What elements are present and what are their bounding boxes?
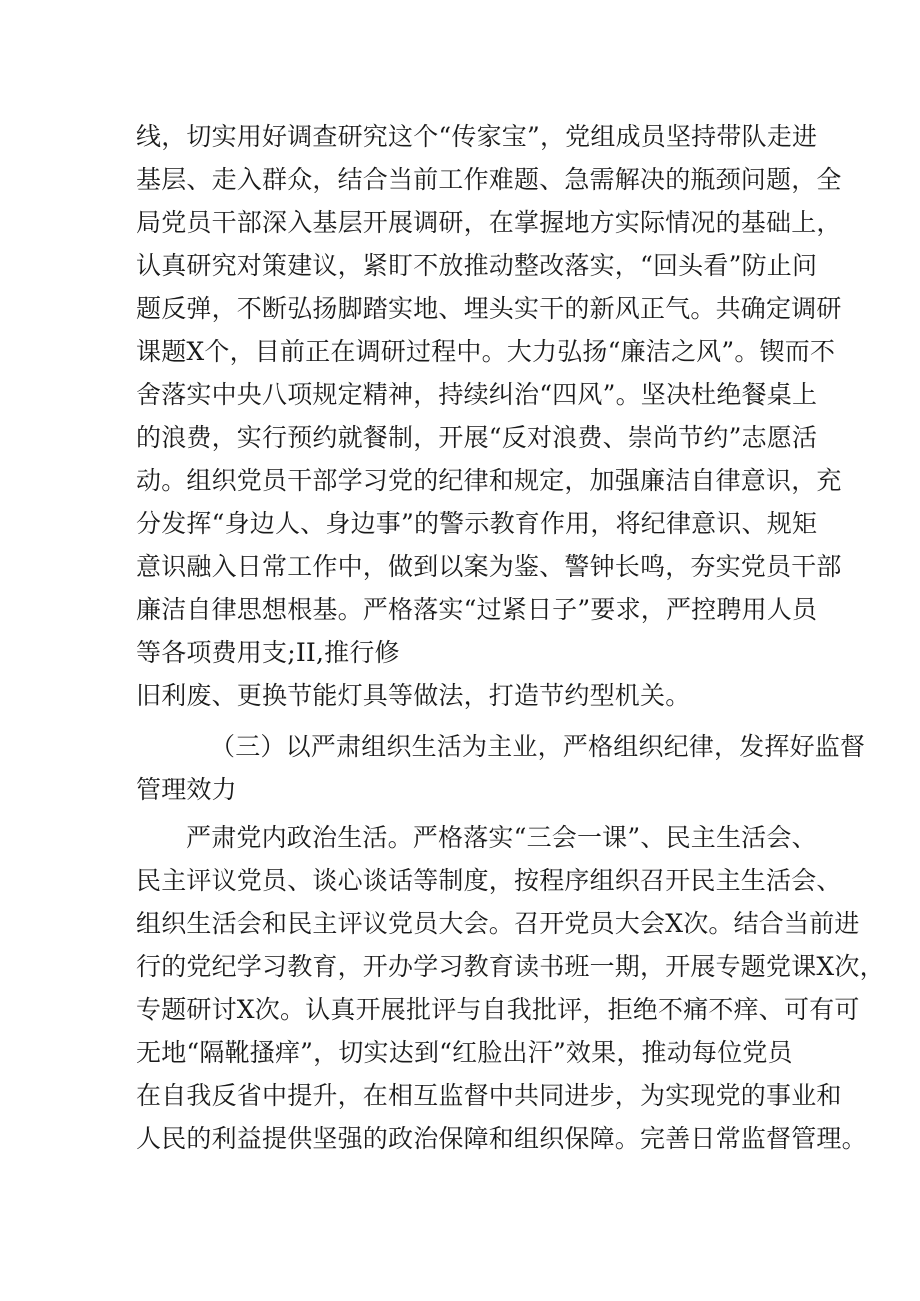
text-line: 舍落实中央八项规定精神，持续纠治“四风”。坚决杜绝餐桌上 [136, 380, 818, 409]
text-line: 线，切实用好调查研究这个“传家宝”，党组成员坚持带队走进 [136, 122, 818, 151]
text-line: 认真研究对策建议，紧盯不放推动整改落实，“回头看”防止问 [136, 251, 818, 280]
text-line: 课题X个，目前正在调研过程中。大力弘扬“廉洁之风”。锲而不 [136, 337, 836, 366]
text-line: 等各项费用支;II,推行修 [136, 638, 400, 667]
section-heading-cont: 管理效力 [136, 775, 237, 804]
text-line: 的浪费，实行预约就餐制，开展“反对浪费、崇尚节约”志愿活 [136, 423, 818, 452]
text-line: 无地“隔靴搔痒”，切实达到“红脸出汗”效果，推动每位党员 [136, 1038, 793, 1067]
text-line: 严肃党内政治生活。严格落实“三会一课”、民主生活会、 [186, 823, 817, 852]
text-line: 组织生活会和民主评议党员大会。召开党员大会X次。结合当前进 [136, 909, 860, 938]
text-line: 民主评议党员、谈心谈话等制度，按程序组织召开民主生活会、 [136, 866, 842, 895]
text-line: 局党员干部深入基层开展调研，在掌握地方实际情况的基础上， [136, 208, 842, 237]
text-line: 专题研讨X次。认真开展批评与自我批评，拒绝不痛不痒、可有可 [136, 995, 860, 1024]
text-line: 旧利废、更换节能灯具等做法，打造节约型机关。 [136, 681, 691, 710]
text-line: 行的党纪学习教育，开办学习教育读书班一期，开展专题党课X次， [136, 952, 885, 981]
text-line: 在自我反省中提升，在相互监督中共同进步，为实现党的事业和 [136, 1081, 842, 1110]
text-line: 基层、走入群众，结合当前工作难题、急需解决的瓶颈问题，全 [136, 165, 842, 194]
text-line: 人民的利益提供坚强的政治保障和组织保障。完善日常监督管理。 [136, 1124, 867, 1153]
text-line: 题反弹，不断弘扬脚踏实地、埋头实干的新风正气。共确定调研 [136, 294, 842, 323]
text-line: 分发挥“身边人、身边事”的警示教育作用，将纪律意识、规矩 [136, 509, 818, 538]
section-heading: （三）以严肃组织生活为主业，严格组织纪律，发挥好监督 [210, 732, 866, 761]
text-line: 廉洁自律思想根基。严格落实“过紧日子”要求，严控聘用人员 [136, 595, 818, 624]
text-line: 意识融入日常工作中，做到以案为鉴、警钟长鸣，夯实党员干部 [136, 552, 842, 581]
text-line: 动。组织党员干部学习党的纪律和规定，加强廉洁自律意识，充 [136, 466, 842, 495]
